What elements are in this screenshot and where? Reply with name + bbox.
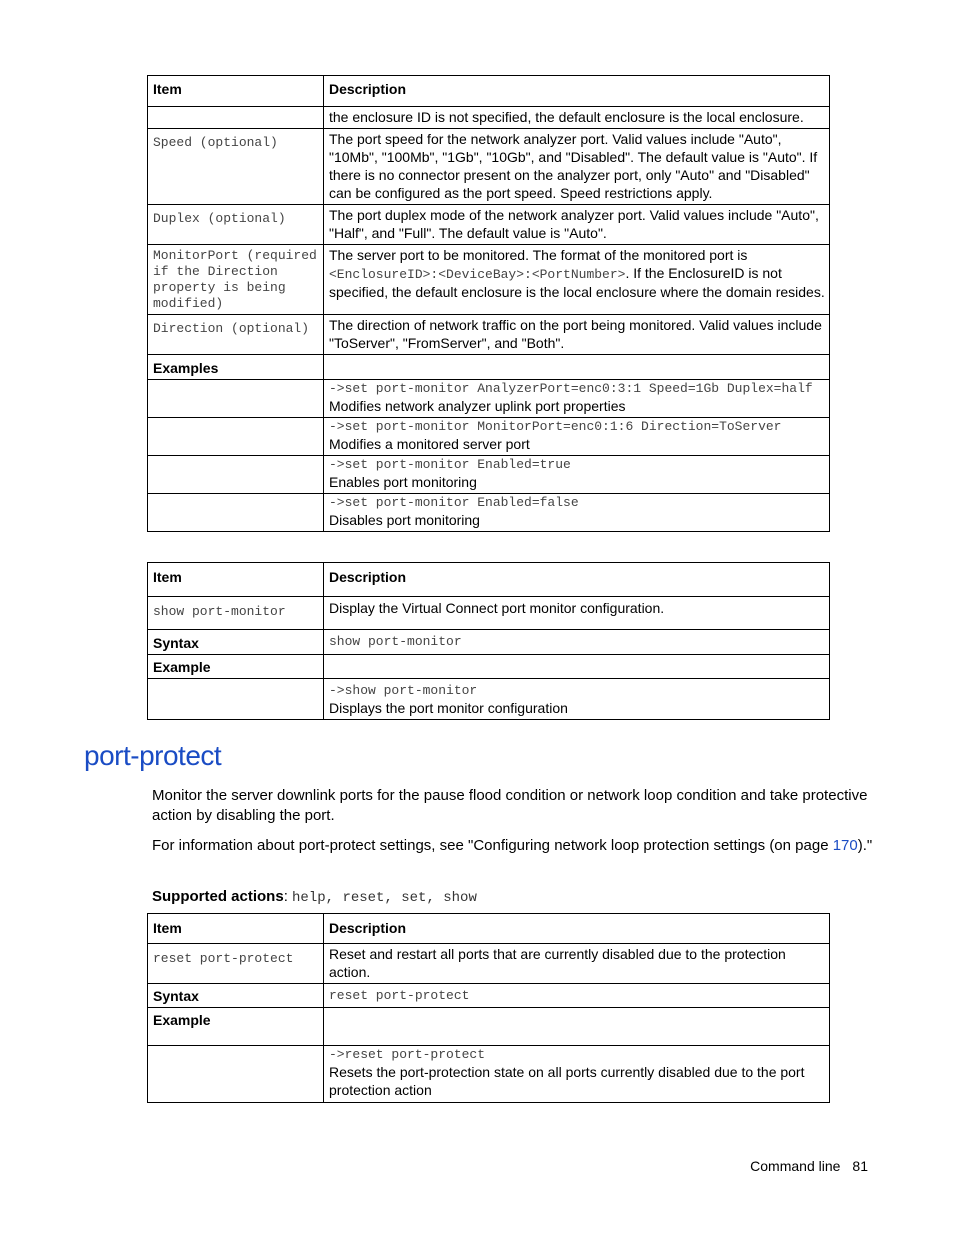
item-cell: show port-monitor [153,604,286,619]
page-number: 81 [852,1158,868,1174]
example-label-row [148,1008,830,1046]
example-command: ->reset port-protect [329,1047,486,1062]
example-row [148,418,830,456]
table-row [148,205,830,245]
description-cell: the enclosure ID is not specified, the default enclosure is the local enclosure. [324,107,830,129]
examples-label: Examples [148,355,324,380]
syntax-label: Syntax [148,984,324,1008]
page-footer [750,1158,868,1174]
format-code: <EnclosureID>:<DeviceBay>:<PortNumber> [329,267,626,282]
examples-row [148,355,830,380]
table-row [148,245,830,315]
example-label: Example [148,655,324,679]
example-description: Displays the port monitor configuration [329,700,568,716]
example-command: ->set port-monitor MonitorPort=enc0:1:6 Direction=ToServer [329,419,782,434]
description-cell: The port speed for the network analyzer port. Valid values include "Auto", "10Mb", "100Mb", "1Gb", "10Gb", and "Disabled". The default value is "Auto". If there is no connector present on the analyzer port, only "Auto" and "Disabled" can be configured as the port speed. Speed restrictions apply. [324,129,830,205]
item-cell [148,107,324,129]
example-row [148,1046,830,1103]
header-item: Item [148,563,324,597]
description-cell: Reset and restart all ports that are currently disabled due to the protection action. [324,944,830,984]
table-row [148,315,830,355]
syntax-row [148,630,830,655]
example-description: Modifies network analyzer uplink port properties [329,398,626,414]
section-reference: For information about port-protect settings, see "Configuring network loop protection settings (on page 170)." [152,837,873,854]
table-row [148,107,830,129]
example-command: ->set port-monitor AnalyzerPort=enc0:3:1 Speed=1Gb Duplex=half [329,381,813,396]
header-description: Description [324,563,830,597]
syntax-row [148,984,830,1008]
reset-port-protect-table [147,913,830,1103]
item-cell: Speed (optional) [153,135,278,150]
description-cell: Display the Virtual Connect port monitor configuration. [324,597,830,630]
example-command: ->show port-monitor [329,683,478,698]
header-item: Item [148,76,324,107]
syntax-command: show port-monitor [329,634,462,649]
header-description: Description [324,76,830,107]
table-header-row [148,76,830,107]
section-intro: Monitor the server downlink ports for the pause flood condition or network loop condition and take protective action by disabling the port. [152,787,868,824]
table-header-row [148,914,830,944]
supported-actions-list: help, reset, set, show [292,890,477,906]
description-cell: The port duplex mode of the network analyzer port. Valid values include "Auto", "Half", and "Full". The default value is "Auto". [324,205,830,245]
example-row [148,456,830,494]
table-row [148,129,830,205]
page-link[interactable]: 170 [832,837,858,854]
supported-actions: Supported actions: help, reset, set, show [152,888,477,906]
description-cell: The direction of network traffic on the port being monitored. Valid values include "ToServer", "FromServer", and "Both". [324,315,830,355]
example-description: Disables port monitoring [329,512,480,528]
supported-actions-label: Supported actions [152,888,284,905]
example-label: Example [148,1008,324,1046]
show-port-monitor-table [147,562,830,720]
header-description: Description [324,914,830,944]
header-item: Item [148,914,324,944]
example-description: Resets the port-protection state on all ports currently disabled due to the port protection action [329,1064,805,1098]
example-label-row [148,655,830,679]
example-row [148,380,830,418]
section-title: port-protect [84,740,222,771]
table-row [148,944,830,984]
example-row [148,679,830,720]
item-cell: reset port-protect [153,951,294,966]
item-cell: Duplex (optional) [153,211,286,226]
example-command: ->set port-monitor Enabled=true [329,457,571,472]
syntax-label: Syntax [148,630,324,655]
example-description: Modifies a monitored server port [329,436,530,452]
syntax-command: reset port-protect [329,988,470,1003]
example-row [148,494,830,532]
port-monitor-table [147,75,830,532]
item-cell: MonitorPort (required if the Direction property is being modified) [153,248,317,311]
footer-section: Command line [750,1158,841,1174]
table-row [148,597,830,630]
item-cell: Direction (optional) [153,321,310,336]
example-description: Enables port monitoring [329,474,477,490]
table-header-row [148,563,830,597]
example-command: ->set port-monitor Enabled=false [329,495,579,510]
description-cell: The server port to be monitored. The format of the monitored port is <EnclosureID>:<DeviceBay>:<PortNumber>. If the EnclosureID is not specified, the default enclosure is the local enclosure where the domain resides. [324,245,830,315]
